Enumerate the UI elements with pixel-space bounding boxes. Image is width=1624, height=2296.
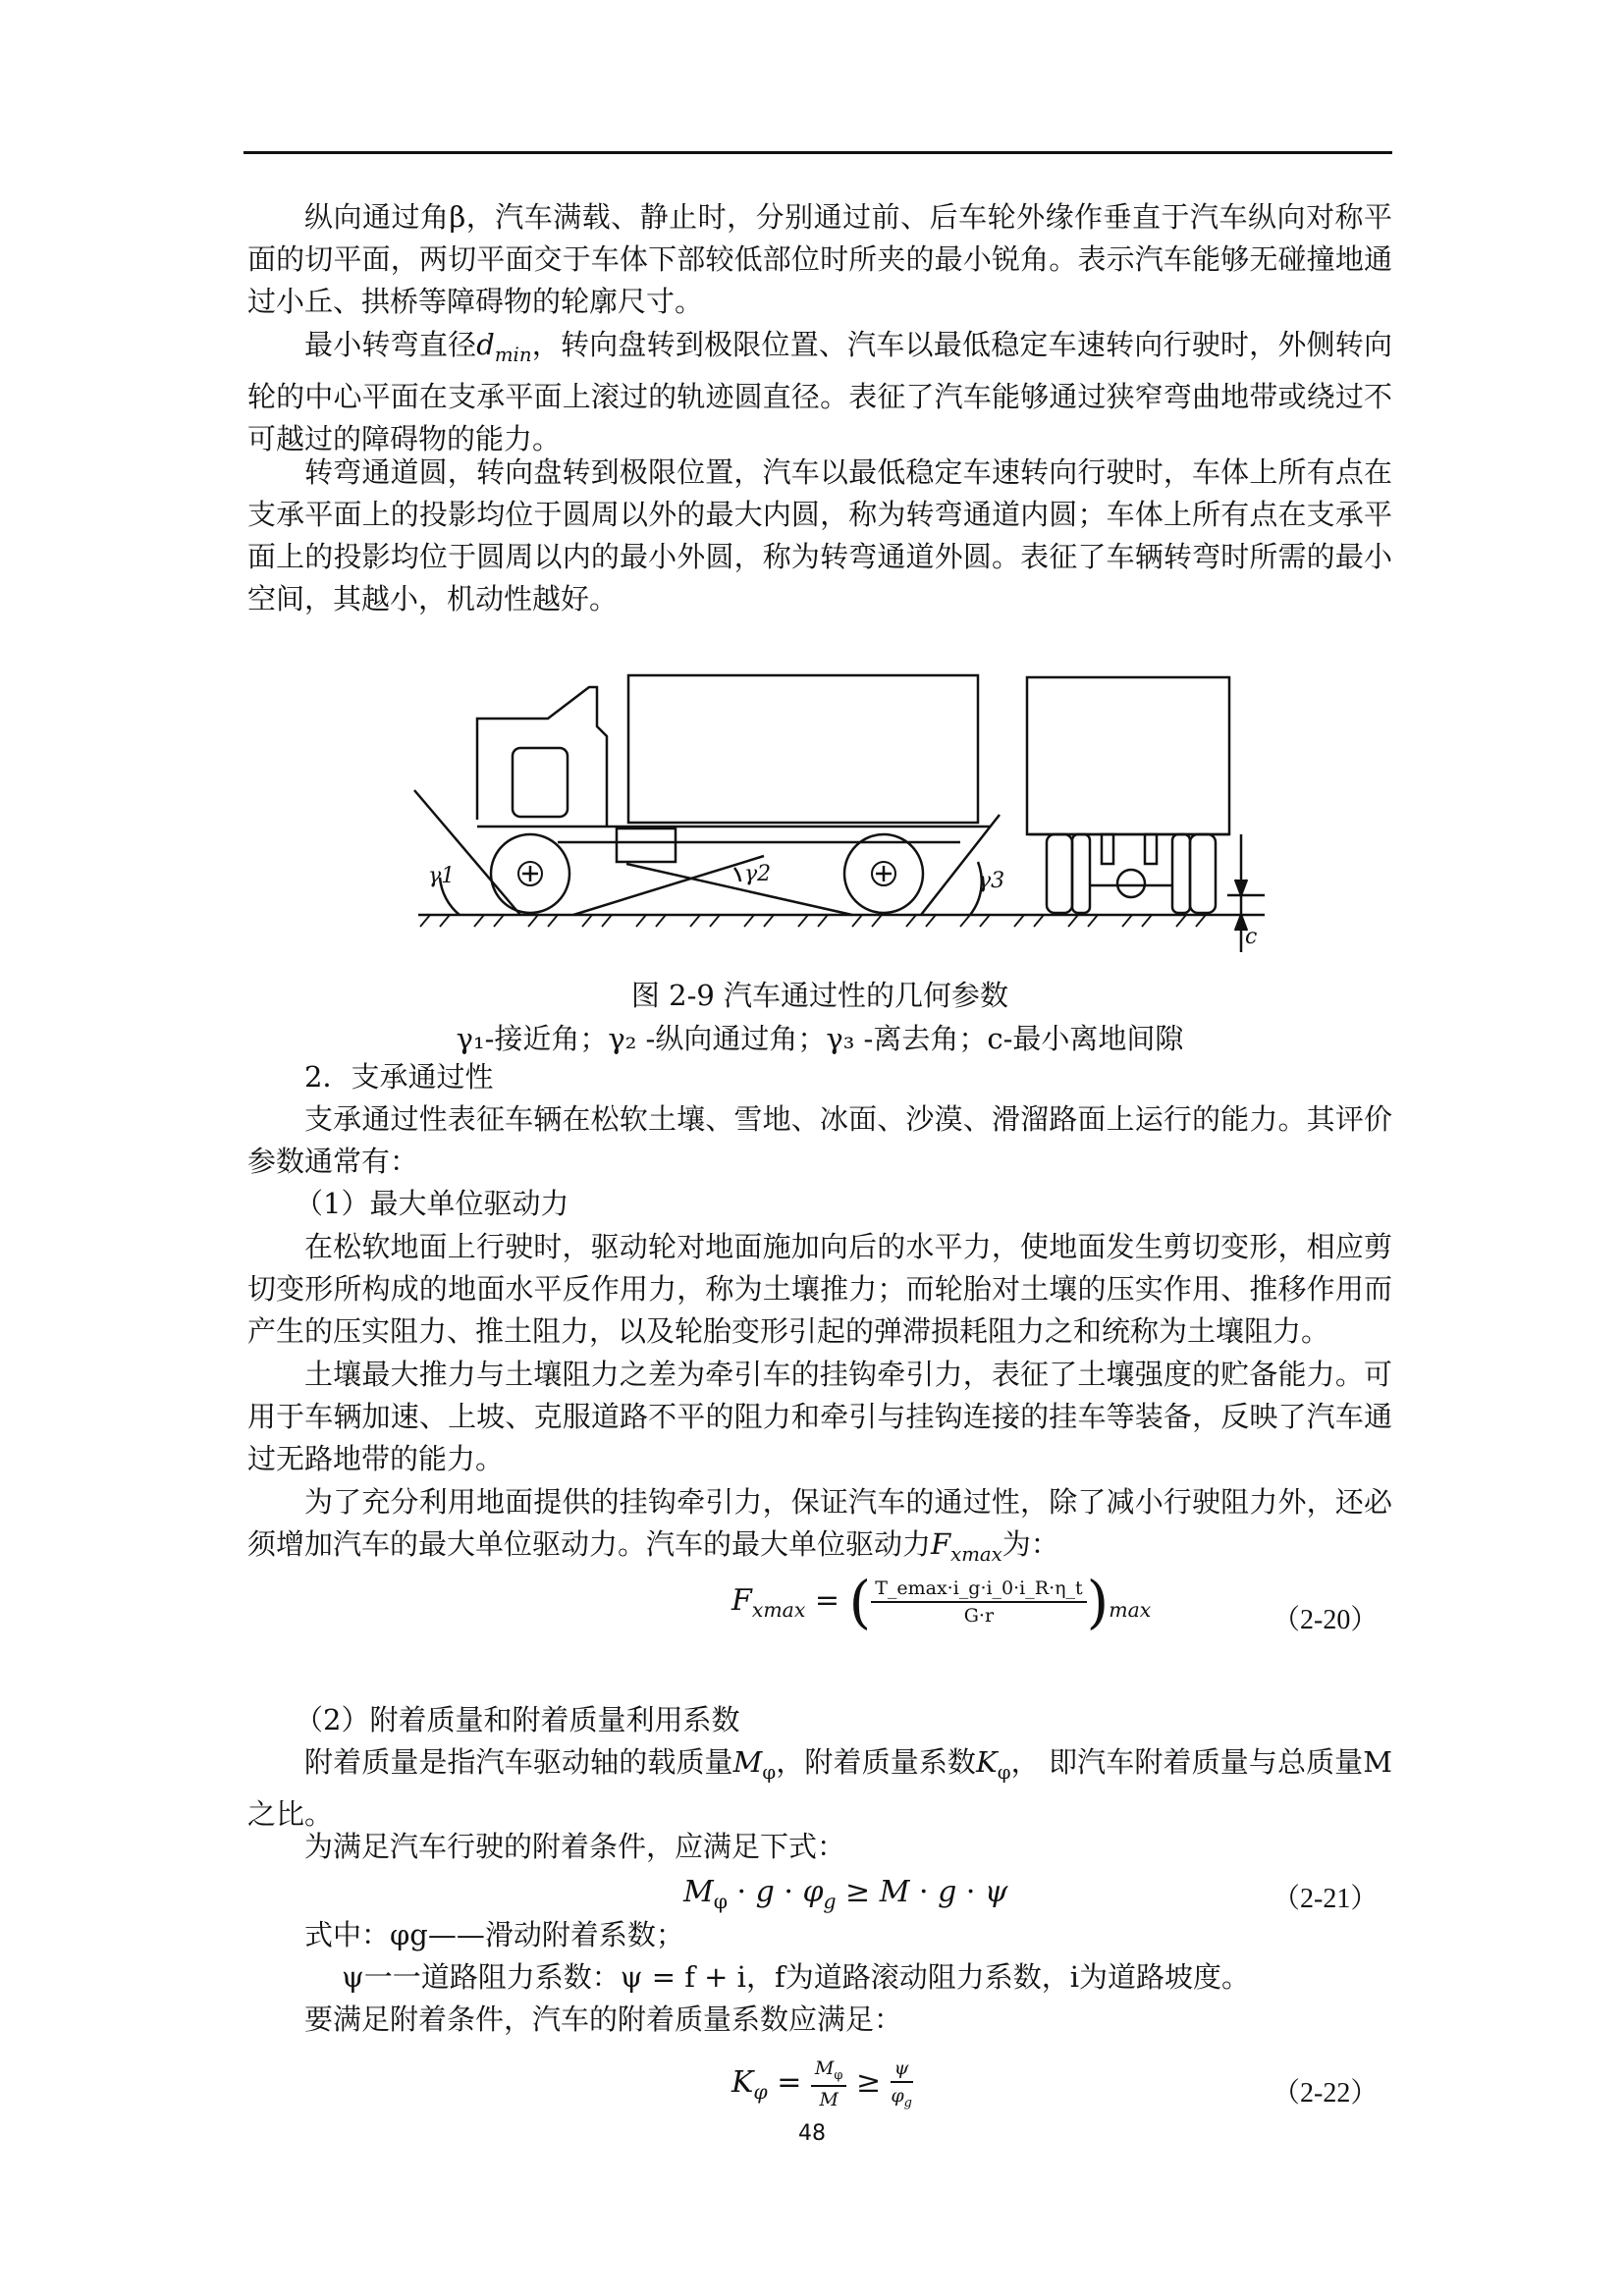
label-gamma2: γ2	[744, 862, 772, 886]
trailer-axle	[1117, 870, 1145, 897]
equation-number-2-20: （2-20）	[1272, 1605, 1379, 1635]
equation-number-2-21: （2-21）	[1272, 1884, 1379, 1914]
paragraph-adhesion-coefficient: 要满足附着条件，汽车的附着质量系数应满足：	[304, 2002, 903, 2036]
equation-number-2-22: （2-22）	[1272, 2078, 1379, 2109]
equation-2-20: $F_{xmax}$ = ( $\frac{T\_emax\cdot i\_g\cdot i\_0\cdot i\_R\cdot\eta\_t}{G\cdot r}$ )$_{max}$	[731, 1569, 1152, 1635]
vehicle-geometry-figure	[410, 667, 1274, 976]
figure-caption-title: 图 2-9 汽车通过性的几何参数	[630, 979, 1009, 1012]
paragraph-soil-thrust: 在松软地面上行驶时，驱动轮对地面施加向后的水平力，使地面发生剪切变形，相应剪切变形所构成的地面水平反作用力，称为土壤推力；而轮胎对土壤的压实作用、推移作用而产生的压实阻力、推土阻力，以及轮胎变形引起的弹滞损耗阻力之和统称为土壤阻力。	[247, 1230, 1392, 1348]
label-clearance: c	[1245, 925, 1258, 949]
label-gamma3: γ3	[978, 869, 1005, 893]
where-phi-g: 式中：φg——滑动附着系数；	[304, 1918, 684, 1951]
paragraph-support-intro: 支承通过性表征车辆在松软土壤、雪地、冰面、沙漠、滑溜路面上运行的能力。其评价参数通常有：	[247, 1102, 1392, 1178]
trailer-wheel-left	[1047, 834, 1072, 913]
label-gamma1: γ1	[428, 864, 456, 888]
equation-2-21: $M_\varphi \cdot g \cdot \varphi_g \ge M \cdot g \cdot \psi$	[683, 1875, 1008, 1913]
section-heading-support: 2．支承通过性	[304, 1060, 494, 1094]
departure-line	[921, 815, 1000, 915]
eq20-denominator: G·r	[963, 1605, 995, 1627]
figure-caption-legend: γ₁-接近角；γ₂ -纵向通过角；γ₃ -离去角；c-最小离地间隙	[456, 1022, 1184, 1055]
paragraph-longitudinal-angle: 纵向通过角β，汽车满载、静止时，分别通过前、后车轮外缘作垂直于汽车纵向对称平面的切平面，两切平面交于车体下部较低部位时所夹的最小锐角。表示汽车能够无碰撞地通过小丘、拱桥等障碍物的轮廓尺寸。	[247, 200, 1392, 318]
gamma2-arc	[734, 868, 740, 881]
page-number: 48	[798, 2121, 826, 2146]
where-psi: ψ一一道路阻力系数：ψ = f + i，f为道路滚动阻力系数，i为道路坡度。	[342, 1960, 1250, 1994]
truck-cab	[477, 687, 607, 827]
subheading-max-drive-force: （1）最大单位驱动力	[295, 1187, 569, 1220]
approach-line	[414, 790, 520, 915]
paragraph-adhesion-condition: 为满足汽车行驶的附着条件，应满足下式：	[304, 1830, 846, 1863]
cab-window	[513, 748, 568, 817]
paragraph-max-drive-force: 为了充分利用地面提供的挂钩牵引力，保证汽车的通过性，除了减小行驶阻力外，还必须增加汽车的最大单位驱动力。汽车的最大单位驱动力$F_{xmax}$为：	[247, 1485, 1392, 1566]
fuel-tank	[617, 828, 676, 862]
trailer-wheel-right	[1172, 834, 1190, 913]
ramp-line-front	[573, 856, 764, 915]
ramp-line-rear	[626, 864, 852, 915]
paragraph-turning-circle: 转弯通道圆，转向盘转到极限位置，汽车以最低稳定车速转向行驶时，车体上所有点在支承平面上的投影均位于圆周以外的最大内圆，称为转弯通道内圆；车体上所有点在支承平面上的投影均位于圆周以内的最小外圆，称为转弯通道外圆。表征了车辆转弯时所需的最小空间，其越小，机动性越好。	[247, 455, 1392, 615]
equation-2-22: $K_\varphi$ = $\frac{M_\varphi}{M}$ ≥ $\frac{\psi}{\varphi_g}$	[731, 2057, 912, 2110]
paragraph-drawbar-pull: 土壤最大推力与土壤阻力之差为牵引车的挂钩牵引力，表征了土壤强度的贮备能力。可用于车辆加速、上坡、克服道路不平的阻力和牵引与挂钩连接的挂车等装备，反映了汽车通过无路地带的能力。	[247, 1358, 1392, 1475]
subheading-adhesion-mass: （2）附着质量和附着质量利用系数	[295, 1703, 740, 1736]
trailer-box	[1027, 677, 1229, 834]
eq20-numerator: T_emax·i_g·i_0·i_R·η_t	[871, 1577, 1086, 1603]
cargo-box	[628, 675, 978, 823]
paragraph-min-turning-diameter: 最小转弯直径$d_{min}$，转向盘转到极限位置、汽车以最低稳定车速转向行驶时，外侧转向轮的中心平面在支承平面上滚过的轨迹圆直径。表征了汽车能够通过狭窄弯曲地带或绕过不可越过的障碍物的能力。	[247, 328, 1392, 455]
ground-hatching	[420, 915, 1206, 927]
header-rule	[244, 151, 1392, 154]
paragraph-adhesion-mass: 附着质量是指汽车驱动轴的载质量$M_\varphi$，附着质量系数$K_\varphi$， 即汽车附着质量与总质量M之比。	[247, 1745, 1392, 1831]
